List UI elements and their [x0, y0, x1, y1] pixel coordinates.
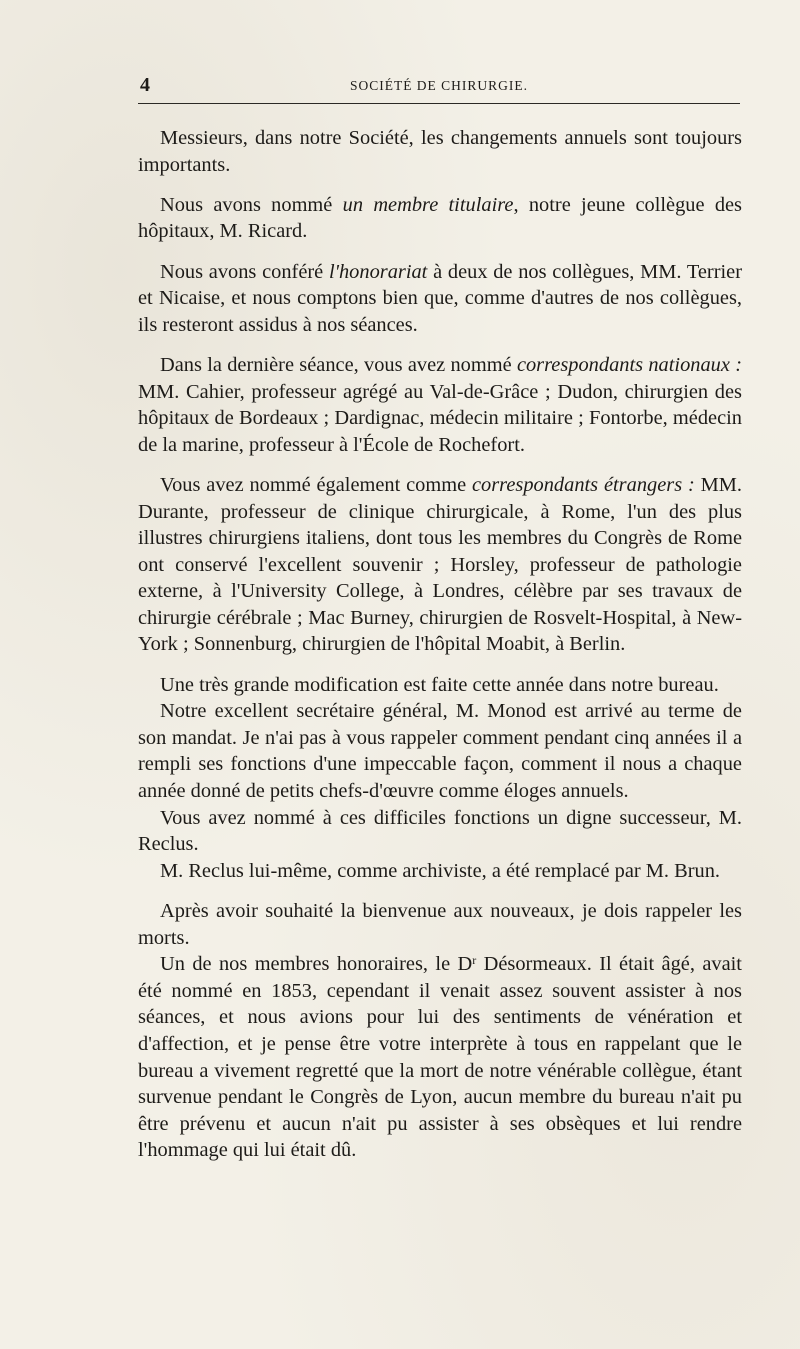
- paragraph-text: MM. Durante, professeur de clinique chirurgicale, à Rome, l'un des plus illustres chirurgiens italiens, dont tous les membres du Congrès de Rome ont conservé l'excellent souvenir ; Horsley, professeur de pathologie externe, à l'University College, à Londres, célèbre par ses travaux de chirurgie cérébrale ; Mac Burney, chirurgien de Rosvelt-Hospital, à New-York ; Sonnenburg, chirurgien de l'hôpital Moabit, à Berlin.: [138, 473, 742, 656]
- paragraph-text: M. Reclus lui-même, comme archiviste, a été remplacé par M. Brun.: [160, 859, 720, 882]
- paragraph-text: MM. Cahier, professeur agrégé au Val-de-Grâce ; Dudon, chirurgien des hôpitaux de Bordeaux ; Dardignac, médecin militaire ; Fontorbe, médecin de la marine, professeur à l'École de Rochefort.: [138, 380, 742, 456]
- paragraph-text: Messieurs, dans notre Société, les changements annuels sont toujours importants.: [138, 127, 742, 176]
- paragraph-titular-member: [138, 192, 742, 245]
- running-title: SOCIÉTÉ DE CHIRURGIE.: [349, 78, 529, 93]
- paragraph-text: Vous avez nommé à ces difficiles fonctions un digne successeur, M. Reclus.: [138, 806, 742, 856]
- paragraph-foreign-correspondents: [138, 472, 742, 658]
- paragraph-text: Après avoir souhaité la bienvenue aux nouveaux, je dois rappeler les morts.: [138, 900, 742, 949]
- paragraph-honorary: [138, 259, 742, 339]
- paragraph-welcome: [138, 898, 742, 951]
- paragraph-text: Dans la dernière séance, vous avez nommé: [160, 353, 517, 376]
- paragraph-text: Notre excellent secrétaire général, M. Monod est arrivé au terme de son mandat. Je n'ai pas à vous rappeler comment pendant cinq années il a rempli ses fonctions d'une impeccable façon, comment il nous a chaque année donné de petits chefs-d'œuvre comme éloges annuels.: [138, 700, 742, 803]
- paragraph-text: Un de nos membres honoraires, le D: [160, 953, 473, 976]
- superscript: r: [472, 953, 477, 968]
- paragraph-national-correspondents: [138, 352, 742, 458]
- italic-phrase: correspondants nationaux :: [516, 353, 742, 376]
- paragraph-text: à deux de nos collègues, MM. Terrier et Nicaise, et nous comptons bien que, comme d'autres de nos collègues, ils resteront assidus à nos séances.: [138, 260, 742, 336]
- paragraph-successor: [138, 805, 742, 858]
- header-rule: [138, 103, 740, 104]
- paragraph-text: Vous avez nommé également comme: [160, 473, 472, 496]
- paragraph-text: Désormeaux. Il était âgé, avait été nommé en 1853, cependant il venait assez souvent assister à nos séances, et nous avions pour lui des sentiments de vénération et d'affection, et je pense être votre interprète à tous en rappelant que le bureau a vivement regretté que la mort de notre vénérable collègue, étant survenue pendant le Congrès de Lyon, aucun membre du bureau n'ait pu être prévenu et aucun n'ait pu assister à ses obsèques et lui rendre l'hommage qui lui était dû.: [138, 953, 742, 1162]
- paragraph-bureau-change: [138, 672, 742, 699]
- body-text: [138, 125, 742, 1164]
- paragraph-text: Nous avons nommé: [160, 193, 343, 216]
- page-header: [138, 74, 740, 100]
- italic-phrase: correspondants étrangers :: [472, 473, 695, 496]
- paragraph-text: , notre jeune collègue des hôpitaux, M. Ricard.: [138, 193, 742, 243]
- paragraph-secretary: [138, 698, 742, 804]
- italic-phrase: l'honorariat: [328, 260, 428, 283]
- paragraph-text: Nous avons conféré: [160, 260, 329, 283]
- paragraph-archivist: [138, 858, 742, 885]
- paragraph-changes: [138, 125, 742, 178]
- paragraph-text: Une très grande modification est faite cette année dans notre bureau.: [160, 673, 719, 696]
- page-number: 4: [140, 74, 150, 96]
- paragraph-obituary: [138, 951, 742, 1164]
- italic-phrase: un membre titulaire: [342, 193, 514, 216]
